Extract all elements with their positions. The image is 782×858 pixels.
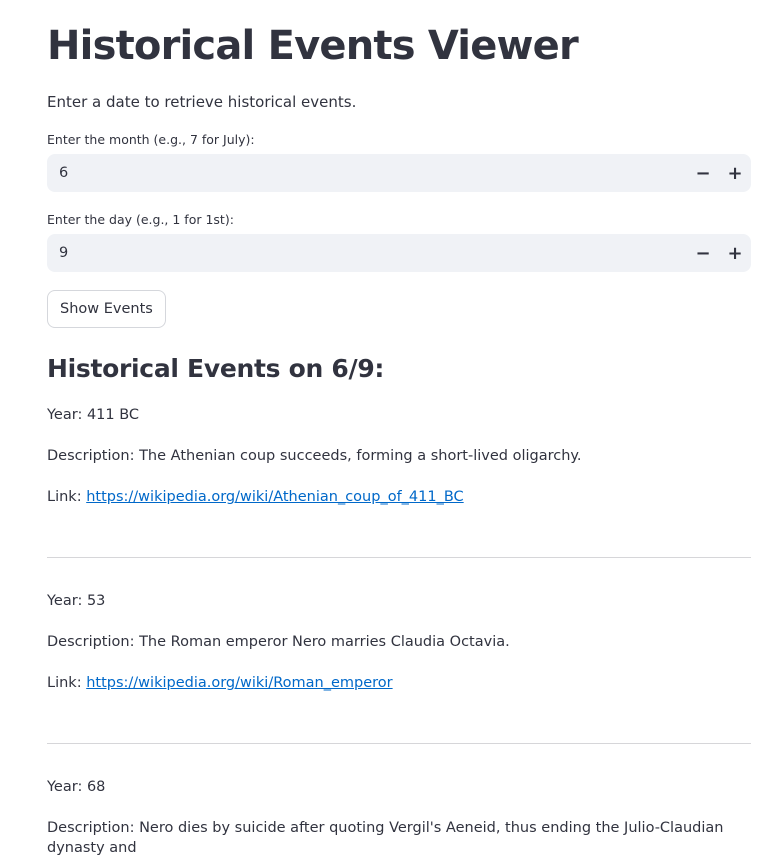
day-label: Enter the day (e.g., 1 for 1st): [47,212,234,227]
event-year: Year: 68 [47,779,106,795]
event-description: Description: Nero dies by suicide after quoting Vergil's Aeneid, thus ending the Julio-Claudian dynasty and [47,820,724,856]
show-events-button[interactable]: Show Events [47,290,166,328]
results-title: Historical Events on 6/9: [47,354,385,383]
event-description: Description: The Roman emperor Nero marries Claudia Octavia. [47,634,510,650]
divider [47,557,751,558]
month-input[interactable] [47,154,687,192]
day-input-container [47,234,751,272]
event-year: Year: 53 [47,593,106,609]
event-link-row [47,487,751,507]
event-item [47,777,751,858]
month-input-container [47,154,751,192]
event-link[interactable]: https://wikipedia.org/wiki/Athenian_coup_of_411_BC [86,489,464,505]
day-increment-button[interactable]: + [727,242,743,264]
page-title: Historical Events Viewer [47,23,578,69]
day-decrement-button[interactable]: − [695,242,711,264]
month-increment-button[interactable]: + [727,162,743,184]
intro-text: Enter a date to retrieve historical events. [47,93,357,111]
month-decrement-button[interactable]: − [695,162,711,184]
event-item [47,405,751,507]
event-item [47,591,751,693]
month-label: Enter the month (e.g., 7 for July): [47,132,255,147]
event-description: Description: The Athenian coup succeeds, forming a short-lived oligarchy. [47,448,582,464]
event-link-prefix: Link: [47,675,87,691]
event-link[interactable]: https://wikipedia.org/wiki/Roman_emperor [86,675,393,691]
event-link-prefix: Link: [47,489,87,505]
event-link-row [47,673,751,693]
day-input[interactable] [47,234,687,272]
event-year: Year: 411 BC [47,407,140,423]
divider [47,743,751,744]
